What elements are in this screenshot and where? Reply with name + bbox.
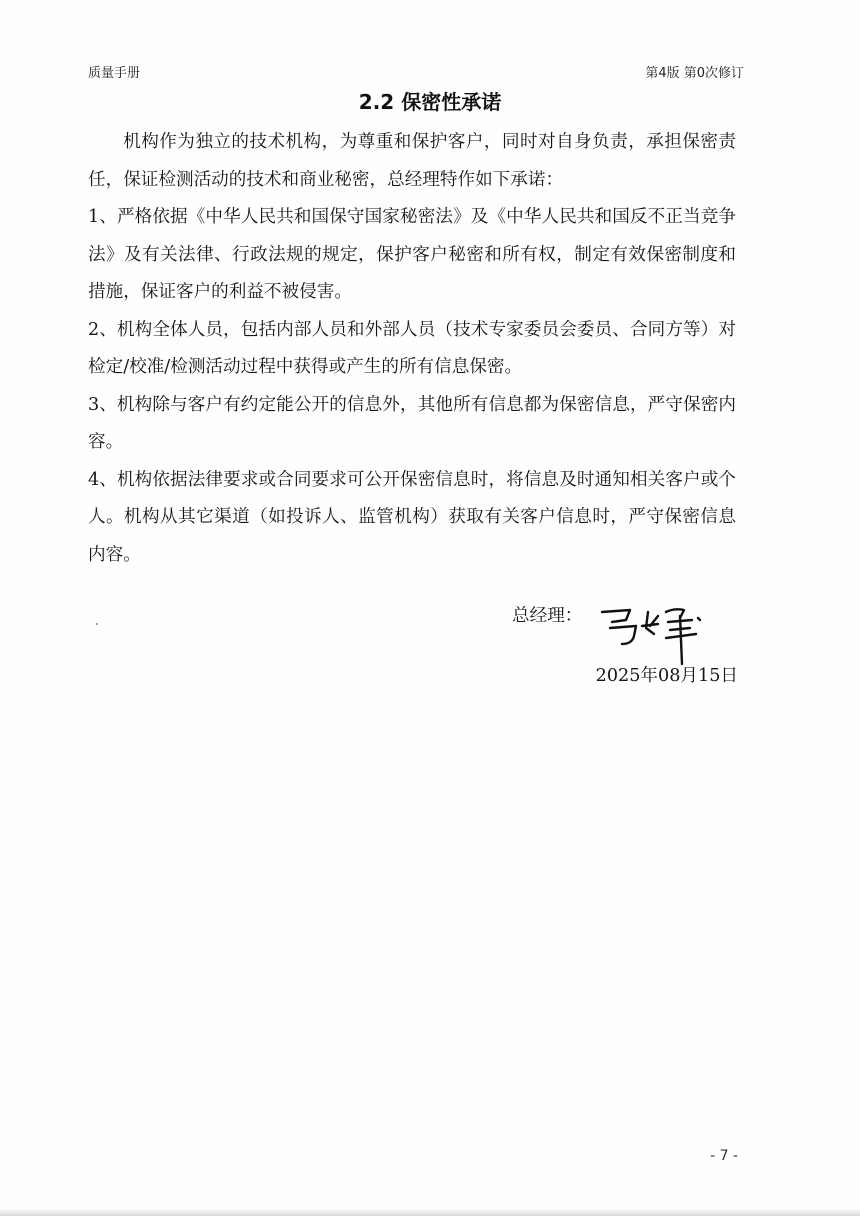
handwritten-signature xyxy=(596,598,716,668)
header-manual-title: 质量手册 xyxy=(88,66,141,81)
section-title: 2.2 保密性承诺 xyxy=(358,90,502,114)
signing-date: 2025年08月15日 xyxy=(595,666,738,686)
scan-speck xyxy=(96,623,98,625)
signatory-label: 总经理： xyxy=(512,606,583,626)
commitment-item-3: 3、机构除与客户有约定能公开的信息外，其他所有信息都为保密信息，严守保密内容。 xyxy=(88,394,736,452)
header-revision: 第4版 第0次修订 xyxy=(645,66,744,81)
commitment-item-2: 2、机构全体人员，包括内部人员和外部人员（技术专家委员会委员、合同方等）对检定/校准/检测活动过程中获得或产生的所有信息保密。 xyxy=(88,319,736,377)
commitment-body xyxy=(88,124,736,574)
scan-bottom-edge xyxy=(0,1208,860,1216)
commitment-item-1: 1、严格依据《中华人民共和国保守国家秘密法》及《中华人民共和国反不正当竞争法》及有关法律、行政法规的规定，保护客户秘密和所有权，制定有效保密制度和措施，保证客户的利益不被侵害。 xyxy=(88,207,736,302)
commitment-item-4: 4、机构依据法律要求或合同要求可公开保密信息时，将信息及时通知相关客户或个人。机构从其它渠道（如投诉人、监管机构）获取有关客户信息时，严守保密信息内容。 xyxy=(88,469,736,565)
intro-paragraph: 机构作为独立的技术机构，为尊重和保护客户，同时对自身负责，承担保密责任，保证检测活动的技术和商业秘密，总经理特作如下承诺： xyxy=(88,132,736,190)
page-number: - 7 - xyxy=(710,1148,738,1164)
